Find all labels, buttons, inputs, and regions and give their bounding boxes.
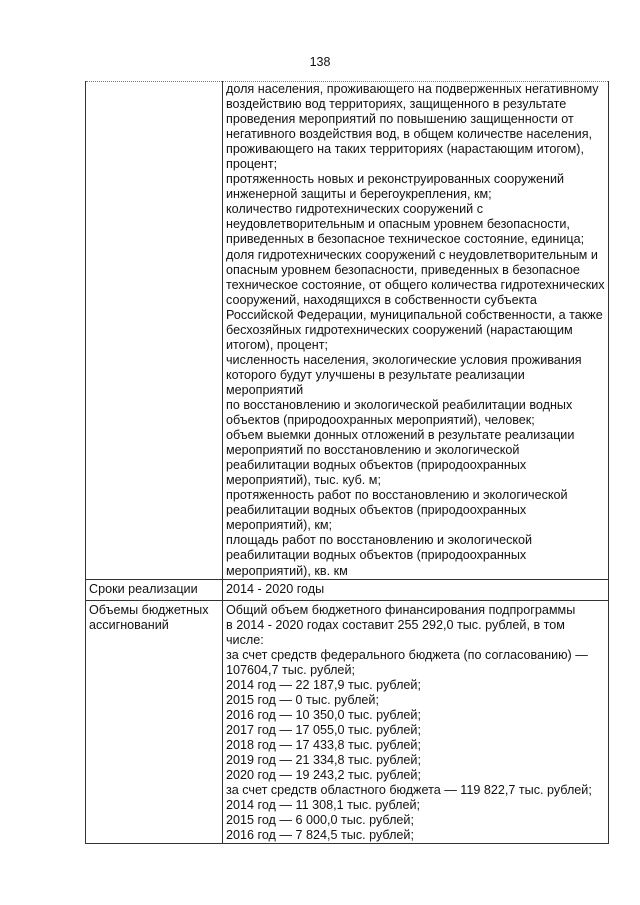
page-number: 138 (309, 55, 331, 69)
terms-label: Сроки реализации (86, 579, 223, 600)
terms-row (86, 579, 609, 600)
indicators-row (86, 82, 609, 580)
terms-value: 2014 - 2020 годы (223, 579, 609, 600)
budget-label: Объемы бюджетных ассигнований (86, 600, 223, 844)
indicators-text: доля населения, проживающего на подверженных негативному воздействию вод территориях, защищенного в результате проведения мероприятий по повышению защищенности от негативного воздействия вод, в общем количестве населения, проживающего на таких территориях (нарастающим итогом), процент; протяженность новых и реконструированных сооружений инженерной защиты и берегоукрепления, км; количество гидротехнических сооружений с неудовлетворительным и опасным уровнем безопасности, приведенных в безопасное техническое состояние, единица; доля гидротехнических сооружений с неудовлетворительным и опасным уровнем безопасности, приведенных в безопасное техническое состояние, от общего количества гидротехнических сооружений, находящихся в собственности субъекта Российской Федерации, муниципальной собственности, а также бесхозяйных гидротехнических сооружений (нарастающим итогом), процент; численность населения, экологические условия проживания которого будут улучшены в результате реализации мероприятий по восстановлению и экологической реабилитации водных объектов (природоохранных мероприятий), человек; объем выемки донных отложений в результате реализации мероприятий по восстановлению и экологической реабилитации водных объектов (природоохранных мероприятий), тыс. куб. м; протяженность работ по восстановлению и экологической реабилитации водных объектов (природоохранных мероприятий), км; площадь работ по восстановлению и экологической реабилитации водных объектов (природоохранных мероприятий), кв. км (223, 82, 609, 580)
budget-text: Общий объем бюджетного финансирования подпрограммы в 2014 - 2020 годах составит 255 292,0 тыс. рублей, в том числе: за счет средств федерального бюджета (по согласованию) — 107604,7 тыс. рублей; 2014 год — 22 187,9 тыс. рублей; 2015 год — 0 тыс. рублей; 2016 год — 10 350,0 тыс. рублей; 2017 год — 17 055,0 тыс. рублей; 2018 год — 17 433,8 тыс. рублей; 2019 год — 21 334,8 тыс. рублей; 2020 год — 19 243,2 тыс. рублей; за счет средств областного бюджета — 119 822,7 тыс. рублей; 2014 год — 11 308,1 тыс. рублей; 2015 год — 6 000,0 тыс. рублей; 2016 год — 7 824,5 тыс. рублей; (223, 600, 609, 844)
program-passport-table (85, 81, 609, 844)
budget-row (86, 600, 609, 844)
indicators-label-cell (86, 82, 223, 580)
